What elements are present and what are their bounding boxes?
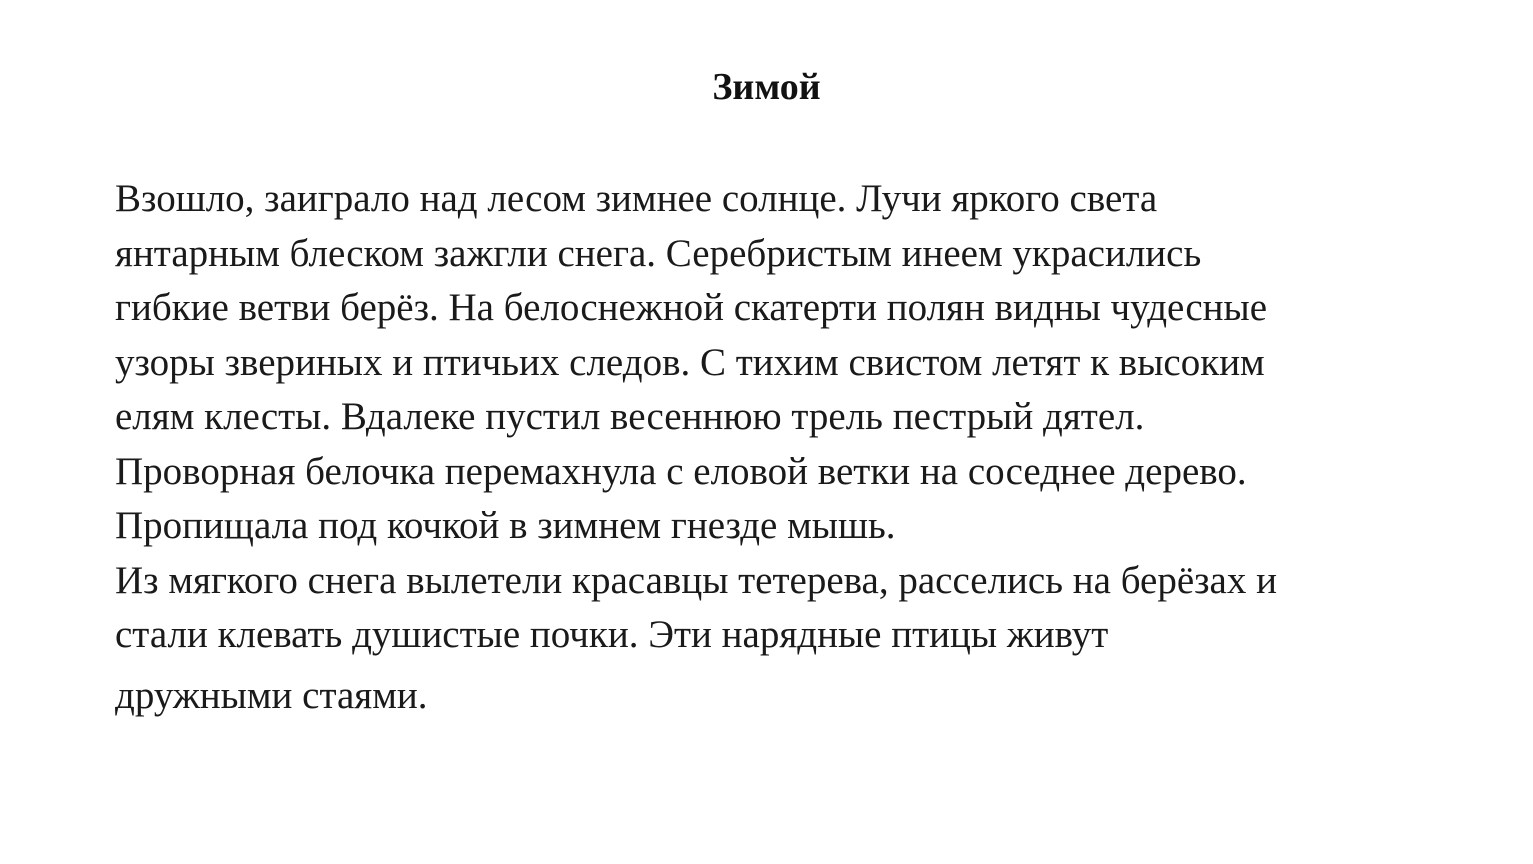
text-line: дружными стаями. [115,673,428,717]
text-line: Взошло, заиграло над лесом зимнее солнце. Лучи яркого света [115,177,1158,220]
text-line: Пропищала под кочкой в зимнем гнезде мышь. [115,504,896,547]
text-line: янтарным блеском зажгли снега. Серебристым инеем украсились [115,231,1202,275]
text-line: Из мягкого снега вылетели красавцы тетерева, расселись на берёзах и [115,558,1277,602]
document-title: Зимой [712,66,821,108]
text-line: гибкие ветви берёз. На белоснежной скатерти полян видны чудесные [115,286,1268,329]
text-line: Проворная белочка перемахнула с еловой ветки на соседнее дерево. [115,449,1247,493]
document-body [115,172,1515,723]
text-line: елям клесты. Вдалеке пустил весеннюю трель пестрый дятел. [115,395,1145,438]
text-line: стали клевать душистые почки. Эти нарядные птицы живут [115,613,1109,656]
text-line: узоры звериных и птичьих следов. С тихим свистом летят к высоким [115,340,1265,384]
